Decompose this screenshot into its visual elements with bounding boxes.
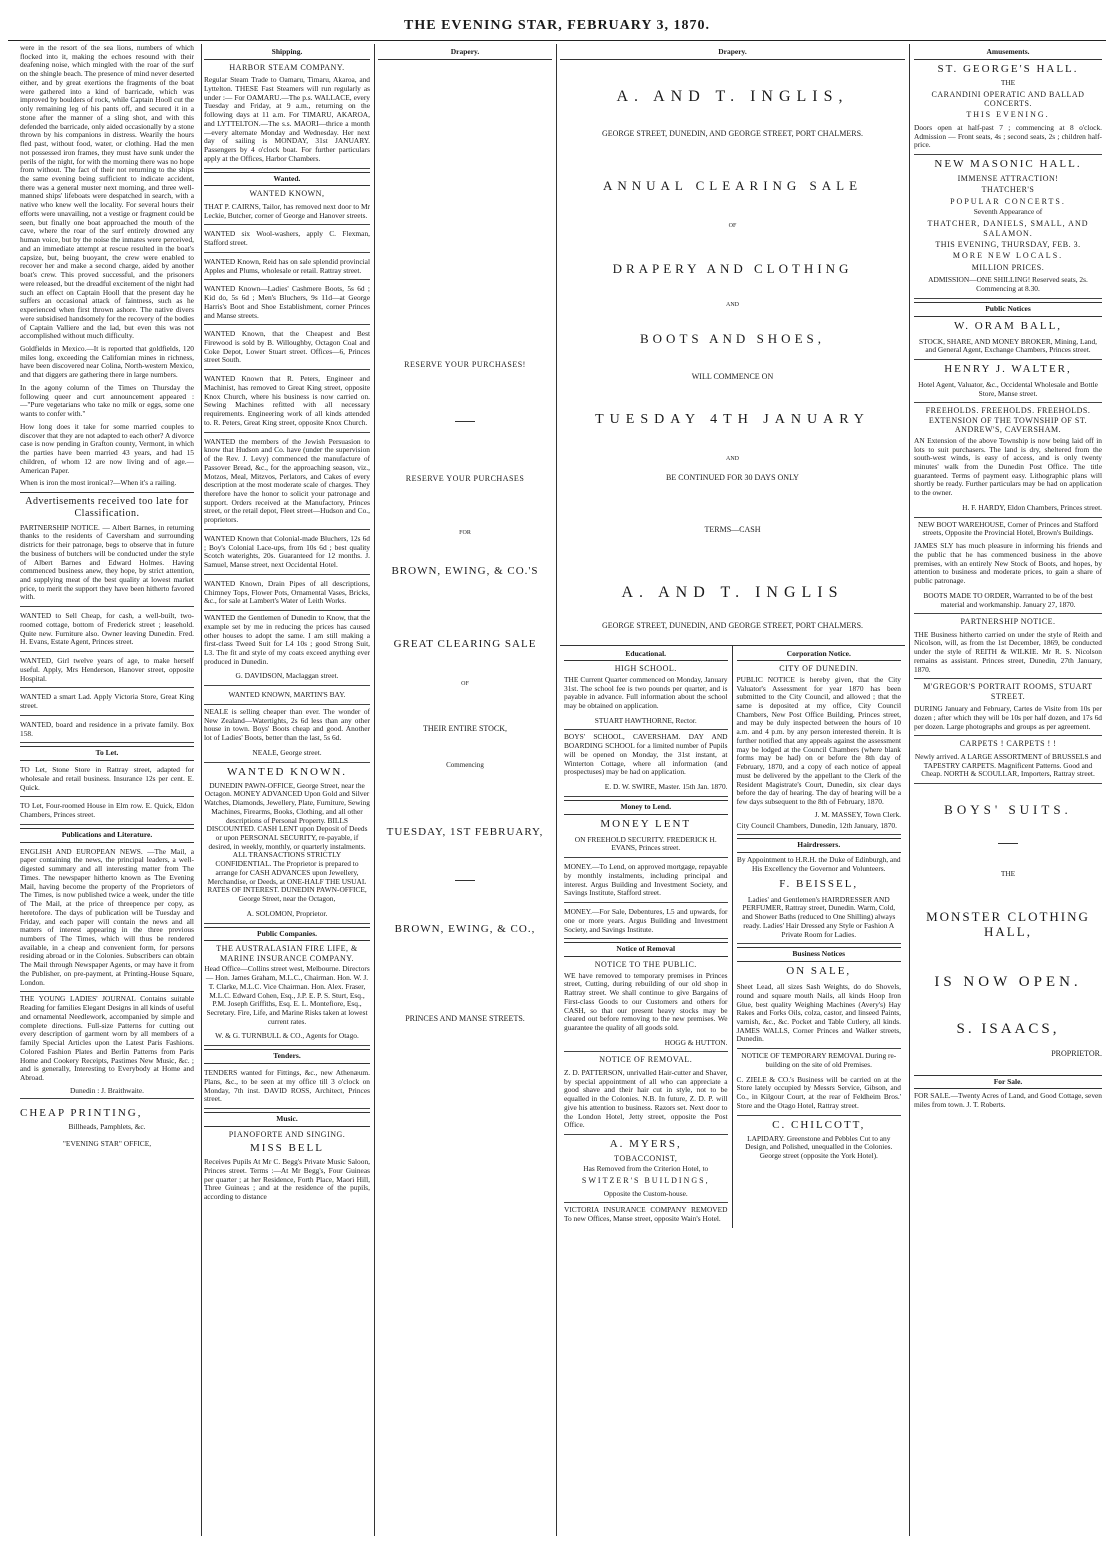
story-paragraph: Goldfields in Mexico.—It is reported that goldfields, 120 miles long, exceeding the Californian mines in richness, have been discovered near Colina, North-western Mexico, and that diggers are gathering there in large numbers. [20,343,194,380]
ad-title: A. AND T. INGLIS, [616,87,849,105]
money-ad: MONEY.—For Sale, Debentures, L5 and upwards, for one or more years. Argus Building and Investment Society, and Savings Institute. [564,906,728,939]
ad-line: THE [1000,77,1016,87]
classified-ad: WANTED, board and residence in a private family. Box 158. [20,719,194,743]
lower-left-column [560,646,733,1228]
divider [998,843,1018,844]
ad-title: WANTED KNOWN, MARTIN'S BAY. [204,689,370,705]
classified-ad: WANTED to Sell Cheap, for cash, a well-built, two-roomed cottage, bottom of Frederick street ; leasehold. Quite new. Furniture also. Owner leaving Dunedin. Fred. H. Evans, Estate Agent, Princes street. [20,610,194,652]
section-heading: Drapery. [378,46,552,60]
story-paragraph: In the agony column of the Times on Thursday the following queer and curt announcement appeared :—"Pure vegetarians who take no milk or eggs, some one wants to confer with." [20,382,194,419]
ad-line: Billheads, Pamphlets, &c. [68,1122,146,1132]
ad-line: City Council Chambers, Dunedin, 12th January, 1870. [737,820,902,836]
ad-line: THATCHER, DANIELS, SMALL, AND SALAMON. [927,219,1089,238]
masthead-rule [8,40,1106,41]
ad-line: Has Removed from the Criterion Hotel, to [583,1164,709,1174]
public-notice: Newly arrived. A LARGE ASSORTMENT of BRUSSELS and TAPESTRY CARPETS. Magnificent Patterns. Good and Cheap. NORTH & SCOULLAR, Importers, Rattray street. [914,751,1102,784]
ad-title: FREEHOLDS. FREEHOLDS. FREEHOLDS. EXTENSION OF THE TOWNSHIP OF ST. ANDREW'S, CAVERSHAM. [925,406,1091,435]
section-heading: Notice of Removal [564,942,728,957]
section-heading: Amusements. [914,46,1102,60]
ad-line: THATCHER'S [981,185,1035,195]
ad-title: HIGH SCHOOL. [614,664,677,674]
classified-ad: WANTED Known that Colonial-made Bluchers, 12s 6d ; Boy's Colonial Lace-ups, from 10s 6d ; best quality Scotch waterights, 20s. Guaranteed for 12 months. J. Samuel, Manse street, next Occidental Hotel. [204,533,370,575]
removal-ad: Z. D. PATTERSON, unrivalled Hair-cutter and Shaver, by special appointment of all who can appreciate a good shave and their hair cut in style, not to be equalled in the Colonies. N.B. In future, Z. D. P. will give his attention to business. Razors set. Next door to the London Hotel, Jetty street, opposite the Post Office. [564,1067,728,1135]
column-5 [914,44,1102,1536]
ad-signature: H. F. HARDY, Eldon Chambers, Princes street. [914,502,1102,518]
classified-ad: WANTED Known, Drain Pipes of all descriptions, Chimney Tops, Flower Pots, Ornamental Vases, Bricks, &c., for sale at Lambert's Water of Leith Works. [204,578,370,611]
column-rule [374,44,375,1536]
ad-title: C. CHILCOTT, [772,1118,866,1131]
shipping-ad: Regular Steam Trade to Oamaru, Timaru, Akaroa, and Lyttelton. THESE Fast Steamers will run regularly as under :— For OAMARU.—The p.s. WALLACE, every Tuesday and Friday, at 9 a.m., returning on the following days at 11 a.m. For TIMARU, AKAROA, and LYTTELTON.—The s.s. MAORI—thrice a month—every alternate Monday and Wednesday. Her next day of sailing is MONDAY, 31st JANUARY. Passengers by 4 o'clock boat. For further particulars apply at the Offices, Harbor Chambers. [204,74,370,168]
ad-line: Opposite the Custom-house. [564,1188,728,1204]
business-ad: NOTICE OF TEMPORARY REMOVAL During re-building on the site of old Premises. [741,1051,897,1069]
ad-title: HARBOR STEAM COMPANY. [229,62,345,72]
ad-signature: G. DAVIDSON, Maclaggan street. [204,670,370,686]
ad-line: BE CONTINUED FOR 30 DAYS ONLY [666,473,799,483]
ad-title: PIANOFORTE AND SINGING. [228,1129,346,1139]
ad-signature: HOGG & HUTTON. [564,1037,728,1053]
section-heading: Shipping. [204,46,370,60]
ad-title: BOOTS AND SHOES, [640,330,825,346]
lower-right-column [733,646,906,1228]
ad-signature: E. D. W. SWIRE, Master. 15th Jan. 1870. [564,781,728,797]
ad-title: HENRY J. WALTER, [944,363,1072,376]
classified-ad: WANTED, Girl twelve years of age, to make herself useful. Apply, Mrs Henderson, Hanover street, opposite Hospital. [20,655,194,688]
public-notice: BOOTS MADE TO ORDER, Warranted to be of the best material and workmanship. January 27, 1870. [914,590,1102,614]
ad-line: OF [728,223,737,230]
column-rule [556,44,557,1536]
ad-line: WILL COMMENCE ON [691,372,774,382]
ad-line: SWITZER'S BUILDINGS, [581,1176,710,1186]
section-heading: To Let. [20,746,194,761]
ad-title: DRAPERY AND CLOTHING [612,260,853,276]
ad-line: FOR [459,529,471,536]
ad-line: TERMS—CASH [704,524,761,534]
ad-signature: J. M. MASSEY, Town Clerk. [814,809,901,819]
ad-line: AND [726,301,739,308]
classified-ad: TO Let, Four-roomed House in Elm row. E. Quick, Eldon Chambers, Princes street. [20,800,194,824]
ad-title: BROWN, EWING, & CO., [394,923,536,936]
divider [455,880,475,881]
section-heading: Public Notices [914,302,1102,317]
ad-title: S. ISAACS, [956,1021,1060,1038]
section-heading: Corporation Notice. [737,648,902,662]
public-notice: NEW BOOT WAREHOUSE, Corner of Princes and Stafford streets, Opposite the Provincial Hotel, Brown's Buildings. [917,519,1099,538]
ad-title: W. ORAM BALL, [953,319,1063,332]
ad-title: IS NOW OPEN. [934,973,1082,990]
column-rule [201,44,202,1536]
ad-title: MISS BELL [250,1142,324,1155]
ad-title: A. MYERS, [609,1138,682,1151]
ad-line: AND [726,456,739,463]
ad-title: CHEAP PRINTING, [20,1107,143,1120]
ad-line: Commencing [446,761,484,770]
hairdresser-ad: By Appointment to H.R.H. the Duke of Edinburgh, and His Excellency the Governor and Volunteers. [736,855,901,873]
music-ad: Receives Pupils At Mr C. Begg's Private Music Saloon, Princes street. Terms :—At Mr Begg's, Four Guineas per quarter ; at her Residence, Forth Place, Maori Hill, Three Guineas ; and at the residence of the pupils, according to distance [204,1157,370,1202]
ad-line: RESERVE YOUR PURCHASES [405,474,525,484]
ad-title: TUESDAY, 1ST FEBRUARY, [386,825,544,838]
ad-line: GEORGE STREET, DUNEDIN, AND GEORGE STREET, PORT CHALMERS. [601,128,864,138]
section-heading: Tenders. [204,1049,370,1064]
ad-title: F. BEISSEL, [779,877,859,890]
business-ad: C. ZIELE & CO.'s Business will be carried on at the Store lately occupied by Messrs Service, Gibson, and Co., in Kilgour Court, at the rear of Feldheim Bros.' Store and the Otago Hotel, Rattray street. [737,1074,902,1116]
column-1 [20,44,194,1536]
ad-title: NOTICE TO THE PUBLIC. [594,960,697,970]
classified-ad: WANTED Known, Reid has on sale splendid provincial Apples and Plums, wholesale or retail. Rattray street. [204,256,370,280]
classified-ad: THAT P. CAIRNS, Tailor, has removed next door to Mr Leckie, Butcher, corner of George and Hanover streets. [204,201,370,225]
classified-ad: WANTED the Gentlemen of Dunedin to Know, that the example set by me in reducing the prices has caused other houses to adopt the same. I am still making a first-class Tweed Suit for L4 10s ; good Strong Suit, L3. The fit and style of my coats exceed anything ever produced in Dunedin. [204,613,370,666]
ad-line: PRINCES AND MANSE STREETS. [405,1014,525,1024]
section-heading: Wanted. [204,172,370,187]
ad-title: THE AUSTRALASIAN FIRE LIFE, & MARINE INSURANCE COMPANY. [216,944,358,963]
section-heading: Drapery. [560,46,905,60]
insurance-ad: Head Office—Collins street west, Melbourne. Directors— Hon. James Graham, M.L.C., Chairman. Hon. W. J. T. Clarke, M.L.C. Vice Chairman. Hon. Alex. Fraser, M.L.C. Edward Cohen, Esq., J.P. E. P. S. Sturt, Esq., P.M. Joseph Griffiths, Esq. E. L. Montefiore, Esq., Secretary. Fire, Life, and Marine Risks taken at lowest current rates. [204,964,370,1026]
ad-line: PROPRIETOR. [1051,1049,1102,1059]
ad-title: A. AND T. INGLIS [621,584,844,602]
section-heading: Public Companies. [204,927,370,942]
ad-line: OF [461,680,469,687]
column-4 [560,44,905,1536]
story-paragraph: When is iron the most ironical?—When it's a railing. [20,478,177,488]
classified-ad: ENGLISH AND EUROPEAN NEWS. —The Mail, a paper containing the news, the principal leaders, a well-digested summary and all interesting matter from The Times. The newspaper hitherto known as The Evening Mail, having become the property of the Proprietors of The Times, is now published twice a week, under the title of The Mail, at the price of threepence per copy, as heretofore. The days of publication will be Tuesday and Friday, and each paper will contain the news and all matters of interest appearing in the three previous numbers of The Times, which will thus be rendered available, in a cheap and convenient form, for persons residing abroad or in the Colonies. Subscribers can obtain The Mail through Newspaper Agents, or may have it from the Publisher, on pre-payment, at Printing-House Square, London. [20,846,194,993]
ad-signature: A. SOLOMON, Proprietor. [204,908,370,924]
ad-line: GEORGE STREET, DUNEDIN, AND GEORGE STREET, PORT CHALMERS. [601,621,864,631]
public-notice: PUBLIC NOTICE is hereby given, that the City Valuator's Assessment for year 1870 has been submitted to the City Council, and allowed ; that the same is deposited at my office, City Council Chambers, New Post Office Building, Princes street, and may be duly inspected between the hours of 10 a.m. and 4 p.m. by any person interested therein. It is further notified that any appeals against the assessment may be lodged at the Council Chambers (where blank forms may be had) on or before the 8th day of February, 1870, and a copy of each notice of appeal must be delivered by the appellant to the Clerk of the Resident Magistrate's Court, Dunedin, six clear days before the day of hearing. The day of hearing will be a few days subsequent to the 8th of February, 1870. [736,674,901,807]
ad-title: ST. GEORGE'S HALL. [937,62,1079,75]
public-notice: STOCK, SHARE, AND MONEY BROKER, Mining, Land, and General Agent, Exchange Chambers, Princes street. [914,336,1102,360]
ad-title: WANTED KNOWN, [249,189,325,199]
late-ads-heading: Advertisements received too late for Classification. [20,492,194,520]
story-paragraph: were in the resort of the sea lions, numbers of which flocked into it, making the echoes resound with their deafening noise, which mingled with the roar of the surf on the shingle beach. The presence of mind never deserted either, and by great exertions the fragments of the boat were gathered into a kind of barricade, which was improved by boulders of rock, while Captain Hooll cut the only remaining leg of his pants off, and secured it in a stone after the manner of a sling shot, and with this defended the barricade, only aided occasionally by a stone thrown by his companions in distress. Wearily the hours fled past, without food, water, or clothing. Had the men not possessed iron frames, they must have sunk under the perils of the night, for with the morning there was no hope from without. The fact of their not returning to the ships the same evening being sufficient to indicate accident, there was a general muster next morning, and three well-manned ships' lifeboats were despatched in search, with a native who knew well the locality. For several hours their efforts were unavailing, not a vestige or fragment could be seen, but finally one boat approached the mouth of the cave, where the roar of the surf entirely drowned any human voice, but by the noise the inmates were perceived, and an immediate attempt at rescue resulted in the boat's capsize, but, being buoyant, the crew were enabled to recover her and make a second charge, aided by another boat's crew. This proved successful, and the prisoners were released, but the dreadful excitement of the night had such an effect on Captain Hooll that the present day he suffers an occasional attack of faintness, such as he experienced when first thrown ashore. The native divers were subsidised handsomely for the recovery of the bodies of Captain Valliere and the lad, but even this was not accomplished without much difficulty. [20,44,194,341]
classified-ad: TO Let, Stone Store in Rattray street, adapted for wholesale and retail business. Insurance 12s per cent. E. Quick. [20,764,194,797]
ad-title: WANTED KNOWN. [226,765,348,778]
ad-title: ON SALE, [786,965,852,978]
ad-title: NOTICE OF REMOVAL. [599,1055,693,1065]
public-notice: JAMES SLY has much pleasure in informing his friends and the public that he has commenced business in the above premises, with an entirely New Stock of Boots, and hopes, by attention to business and moderate prices, to gain a share of public patronage. [914,541,1102,586]
ad-title: MONSTER CLOTHING HALL, [926,909,1090,940]
classified-ad: WANTED a smart Lad. Apply Victoria Store, Great King street. [20,691,194,715]
classified-ad: NEALE is selling cheaper than ever. The wonder of New Zealand—Watertights, 2s 6d less than any other house in town. Boys' Boots cheap and good. Another lot of Ladies' Boots, better than the last, 5s 6d. [204,706,370,743]
ad-title: NEW MASONIC HALL. [934,158,1082,171]
section-heading: Hairdressers. [737,838,902,853]
ad-signature: NEALE, George street. [204,747,370,763]
section-heading: For Sale. [914,1075,1102,1090]
business-ad: Sheet Lead, all sizes Sash Weights, do do Shovels, round and square mouth Nails, all kinds Hoop Iron Glue, best quality Weighing Machines (Avery's) Hay Rakes and Forks Oils, colza, castor, and linseed Paints, varnish, &c., &c. Pocket and Table Cutlery, all kinds. JAMES WALLS, Corner Princes and Walker streets, Dunedin. [737,981,902,1049]
ad-signature: W. & G. TURNBULL & CO., Agents for Otago. [204,1030,370,1046]
public-notice: AN Extension of the above Township is now being laid off in lots to suit purchasers. The land is dry, sheltered from the south-west winds, is easy of access, and is only twenty minutes' walk from the Dunedin Post Office. The title guaranteed. Terms of payment easy. Lithographic plans will shortly be ready. Further particulars may be had on application to the owner. [914,435,1102,498]
ad-line: TOBACCONIST, [614,1154,678,1163]
classified-ad: WANTED Known—Ladies' Cashmere Boots, 5s 6d ; Kid do, 5s 6d ; Men's Bluchers, 9s 11d—at George Harris's Boot and Shoe Establishment, corner Princes and Manse streets. [204,283,370,325]
story-paragraph: How long does it take for some married couples to discover that they are not adapted to each other? A divorce case is now pending in Grafton county, Vermont, in which the parties have been married 43 years, and had 15 children, of whom 12 are now living and of age.—American Paper. [20,421,194,475]
school-ad: THE Current Quarter commenced on Monday, January 31st. The school fee is two pounds per quarter, and is payable in advance. Full information about the school may be obtained on application. [564,674,728,710]
section-heading: Music. [204,1112,370,1127]
ad-line: THE [1000,869,1016,879]
classified-ad: WANTED six Wool-washers, apply C. Flexman, Stafford street. [204,228,370,252]
classified-ad: WANTED Known that R. Peters, Engineer and Machinist, has removed to Great King street, opposite Knox Church, where his business is now carried on. Sewing Machines refitted with all necessary requirements. Engineering work of all kinds attended to. R. Peters, Great King street, opposite Knox Church. [204,373,370,432]
ad-line: THIS EVENING. [966,110,1050,120]
ad-title: TUESDAY 4TH JANUARY [595,411,870,427]
classified-ad: WANTED Known, that the Cheapest and Best Firewood is sold by B. Willoughby, Octagon Coal and Coke Depot, Lower Stuart street. Offices—6, Princes street South. [204,328,370,370]
ad-title: BOYS' SUITS. [944,802,1072,818]
ad-title: M'GREGOR'S PORTRAIT ROOMS, STUART STREET. [923,682,1093,701]
ad-line: THIS EVENING, THURSDAY, FEB. 3. [935,239,1081,249]
money-ad: MONEY.—To Lend, on approved mortgage, repayable by monthly instalments, including principal and interest. Argus Building and Investment Society, and Savings Institute, Stafford street. [564,861,728,903]
ad-signature: STUART HAWTHORNE, Rector. [564,715,728,731]
masthead: THE EVENING STAR, FEBRUARY 3, 1870. [404,18,710,33]
section-heading: Business Notices [737,947,902,962]
public-notice: Hotel Agent, Valuator, &c., Occidental Wholesale and Bottle Store, Manse street. [914,379,1102,403]
public-notice: DURING January and February, Cartes de Visite from 10s per dozen ; after which they will be 10s per half dozen, and 17s 6d per dozen. Large photographs and groups as per agreement. [914,703,1102,736]
business-ad: LAPIDARY. Greenstone and Pebbles Cut to any Design, and Polished, unequalled in the Colonies. George street (opposite the York Hotel). [745,1133,893,1161]
section-heading: Educational. [564,648,728,662]
ad-title: MONEY LENT [600,817,692,830]
ad-title: CARANDINI OPERATIC AND BALLAD CONCERTS. [931,89,1085,108]
amusement-ad: Doors open at half-past 7 ; commencing at 8 o'clock. Admission — Front seats, 4s ; second seats, 2s ; children half-price. [914,122,1102,155]
ad-line: "EVENING STAR" OFFICE, [62,1139,152,1149]
insurance-ad: VICTORIA INSURANCE COMPANY REMOVED To new Offices, Manse street, opposite Wain's Hotel. [564,1205,728,1224]
removal-ad: WE have removed to temporary premises in Princes street, Cutting, during rebuilding of our old shop in Rattray street. We shall continue to give Bargains of First-class Goods to our Customers and others for CASH, so that our present heavy stocks may be cleared out before removing to the new premises. We guarantee the quality of all goods sold. [564,970,728,1032]
column-3 [378,44,552,1536]
ad-line: RESERVE YOUR PURCHASES! [404,359,526,369]
partnership-notice: PARTNERSHIP NOTICE. — Albert Barnes, in returning thanks to the residents of Caversham and surrounding districts for their patronage, begs to observe that in future the business of butchers will be conducted under the style of Albert Barnes and Edward Holmes. Having commenced business anew, they hope, by strict attention, and supplying meat of the best quality at lowest market price, to merit the support they have been hitherto favored with. [20,522,194,608]
divider [455,421,475,422]
ad-line: POPULAR CONCERTS. [950,196,1066,206]
ad-line: Seventh Appearance of [973,207,1043,217]
classified-ad: THE YOUNG LADIES' JOURNAL Contains suitable Reading for families Elegant Designs in all kinds of useful and ornamental Needlework, accompanied by simple and complete directions. Full-size Patterns for cutting out every description of garment worn by all members of a family Special Articles upon the Latest Paris Fashions. Colored Fashion Plates and Berlin Patterns from Paris Home and Cookery Receipts, Pastimes New Music, &c. ; and is generally, Interesting to Everybody at Home and Abroad. [20,994,194,1082]
school-ad: BOYS' SCHOOL, CAVERSHAM. DAY AND BOARDING SCHOOL for a limited number of Pupils will be opened on Monday, the 31st instant, at Winterton Cottage, where all information (and prospectuses) may be had on application. [564,732,728,777]
classified-ad: WANTED the members of the Jewish Persuasion to know that Hudson and Co. have (under the supervision of the Rev. J. Levy) commenced the manufacture of Passover Bread, &c., for the approaching season, viz., Motzos, Meal, Mitzvos, Perlators, and Cakes of every description at the most moderate scale of charges. They therefore have the honor to solicit your patronage and support. Orders received at the Manufactory, Princes street, or the retail depot, Fleet street—Hudson and Co., proprietors. [204,436,370,530]
pawn-office-ad: DUNEDIN PAWN-OFFICE, George Street, near the Octagon. MONEY ADVANCED Upon Gold and Silver Watches, Diamonds, Jewellery, Plate, Furniture, Sewing Machines, Firearms, Books, Clothing, and all other descriptions of Personal Property. BILLS DISCOUNTED. CASH LENT upon Deposit of Deeds or upon PERSONAL SECURITY, re-payable, if desired, in weekly, monthly, or quarterly instalments. ALL TRANSACTIONS STRICTLY CONFIDENTIAL. The Proprietor is prepared to arrange for CASH ADVANCES upon Jewellery, Merchandise, or Deeds, at ONE-HALF THE USUAL RATES OF INTEREST. DUNEDIN PAWN-OFFICE, George Street, near the Octagon, [204,780,370,904]
lower-ads [560,646,905,1228]
ad-line: IMMENSE ATTRACTION! [957,174,1059,184]
section-heading: Money to Lend. [564,800,728,815]
section-heading: Publications and Literature. [20,828,194,843]
ad-line: THEIR ENTIRE STOCK, [422,723,508,733]
public-notice: THE Business hitherto carried on under the style of Reith and Nicolson, will, as from the 1st December, 1869, be conducted under the style of REITH & WILKIE. Mr R. S. Nicolson remains as assistant. Princes street, Dunedin, 27th January, 1870. [914,629,1102,680]
ad-line: MORE NEW LOCALS. [952,251,1064,261]
column-2 [204,44,370,1536]
for-sale-ad: FOR SALE.—Twenty Acres of Land, and Good Cottage, seven miles from town. J. T. Roberts. [914,1091,1102,1110]
hairdresser-ad: Ladies' and Gentlemen's HAIRDRESSER AND PERFUMER, Rattray street, Dunedin. Warm, Cold, and Shower Baths (reduced to One Shilling) always ready. Ladies' Hair Dressed any Style or Fashion A Private Room for Ladies. [737,894,902,945]
ad-title: CITY OF DUNEDIN. [779,664,859,674]
ad-title: GREAT CLEARING SALE [393,637,537,650]
ad-signature: Dunedin : J. Braithwaite. [69,1085,145,1095]
ad-title: CARPETS ! CARPETS ! ! [959,739,1057,749]
ad-title: ANNUAL CLEARING SALE [602,178,863,194]
ad-title: BROWN, EWING, & CO.'S [391,564,539,577]
classified-ad: TENDERS wanted for Fittings, &c., new Athenæum. Plans, &c., to be seen at my office till 3 o'clock on Monday, 7th inst. DAVID ROSS, Architect, Princes street. [204,1067,370,1109]
column-rule [909,44,910,1536]
ad-line: MILLION PRICES. [971,262,1045,272]
ad-title: PARTNERSHIP NOTICE. [960,617,1056,627]
amusement-ad: ADMISSION—ONE SHILLING! Reserved seats, 2s. Commencing at 8.30. [914,274,1102,298]
money-ad: ON FREEHOLD SECURITY. FREDERICK H. EVANS, Princes street. [564,834,728,858]
